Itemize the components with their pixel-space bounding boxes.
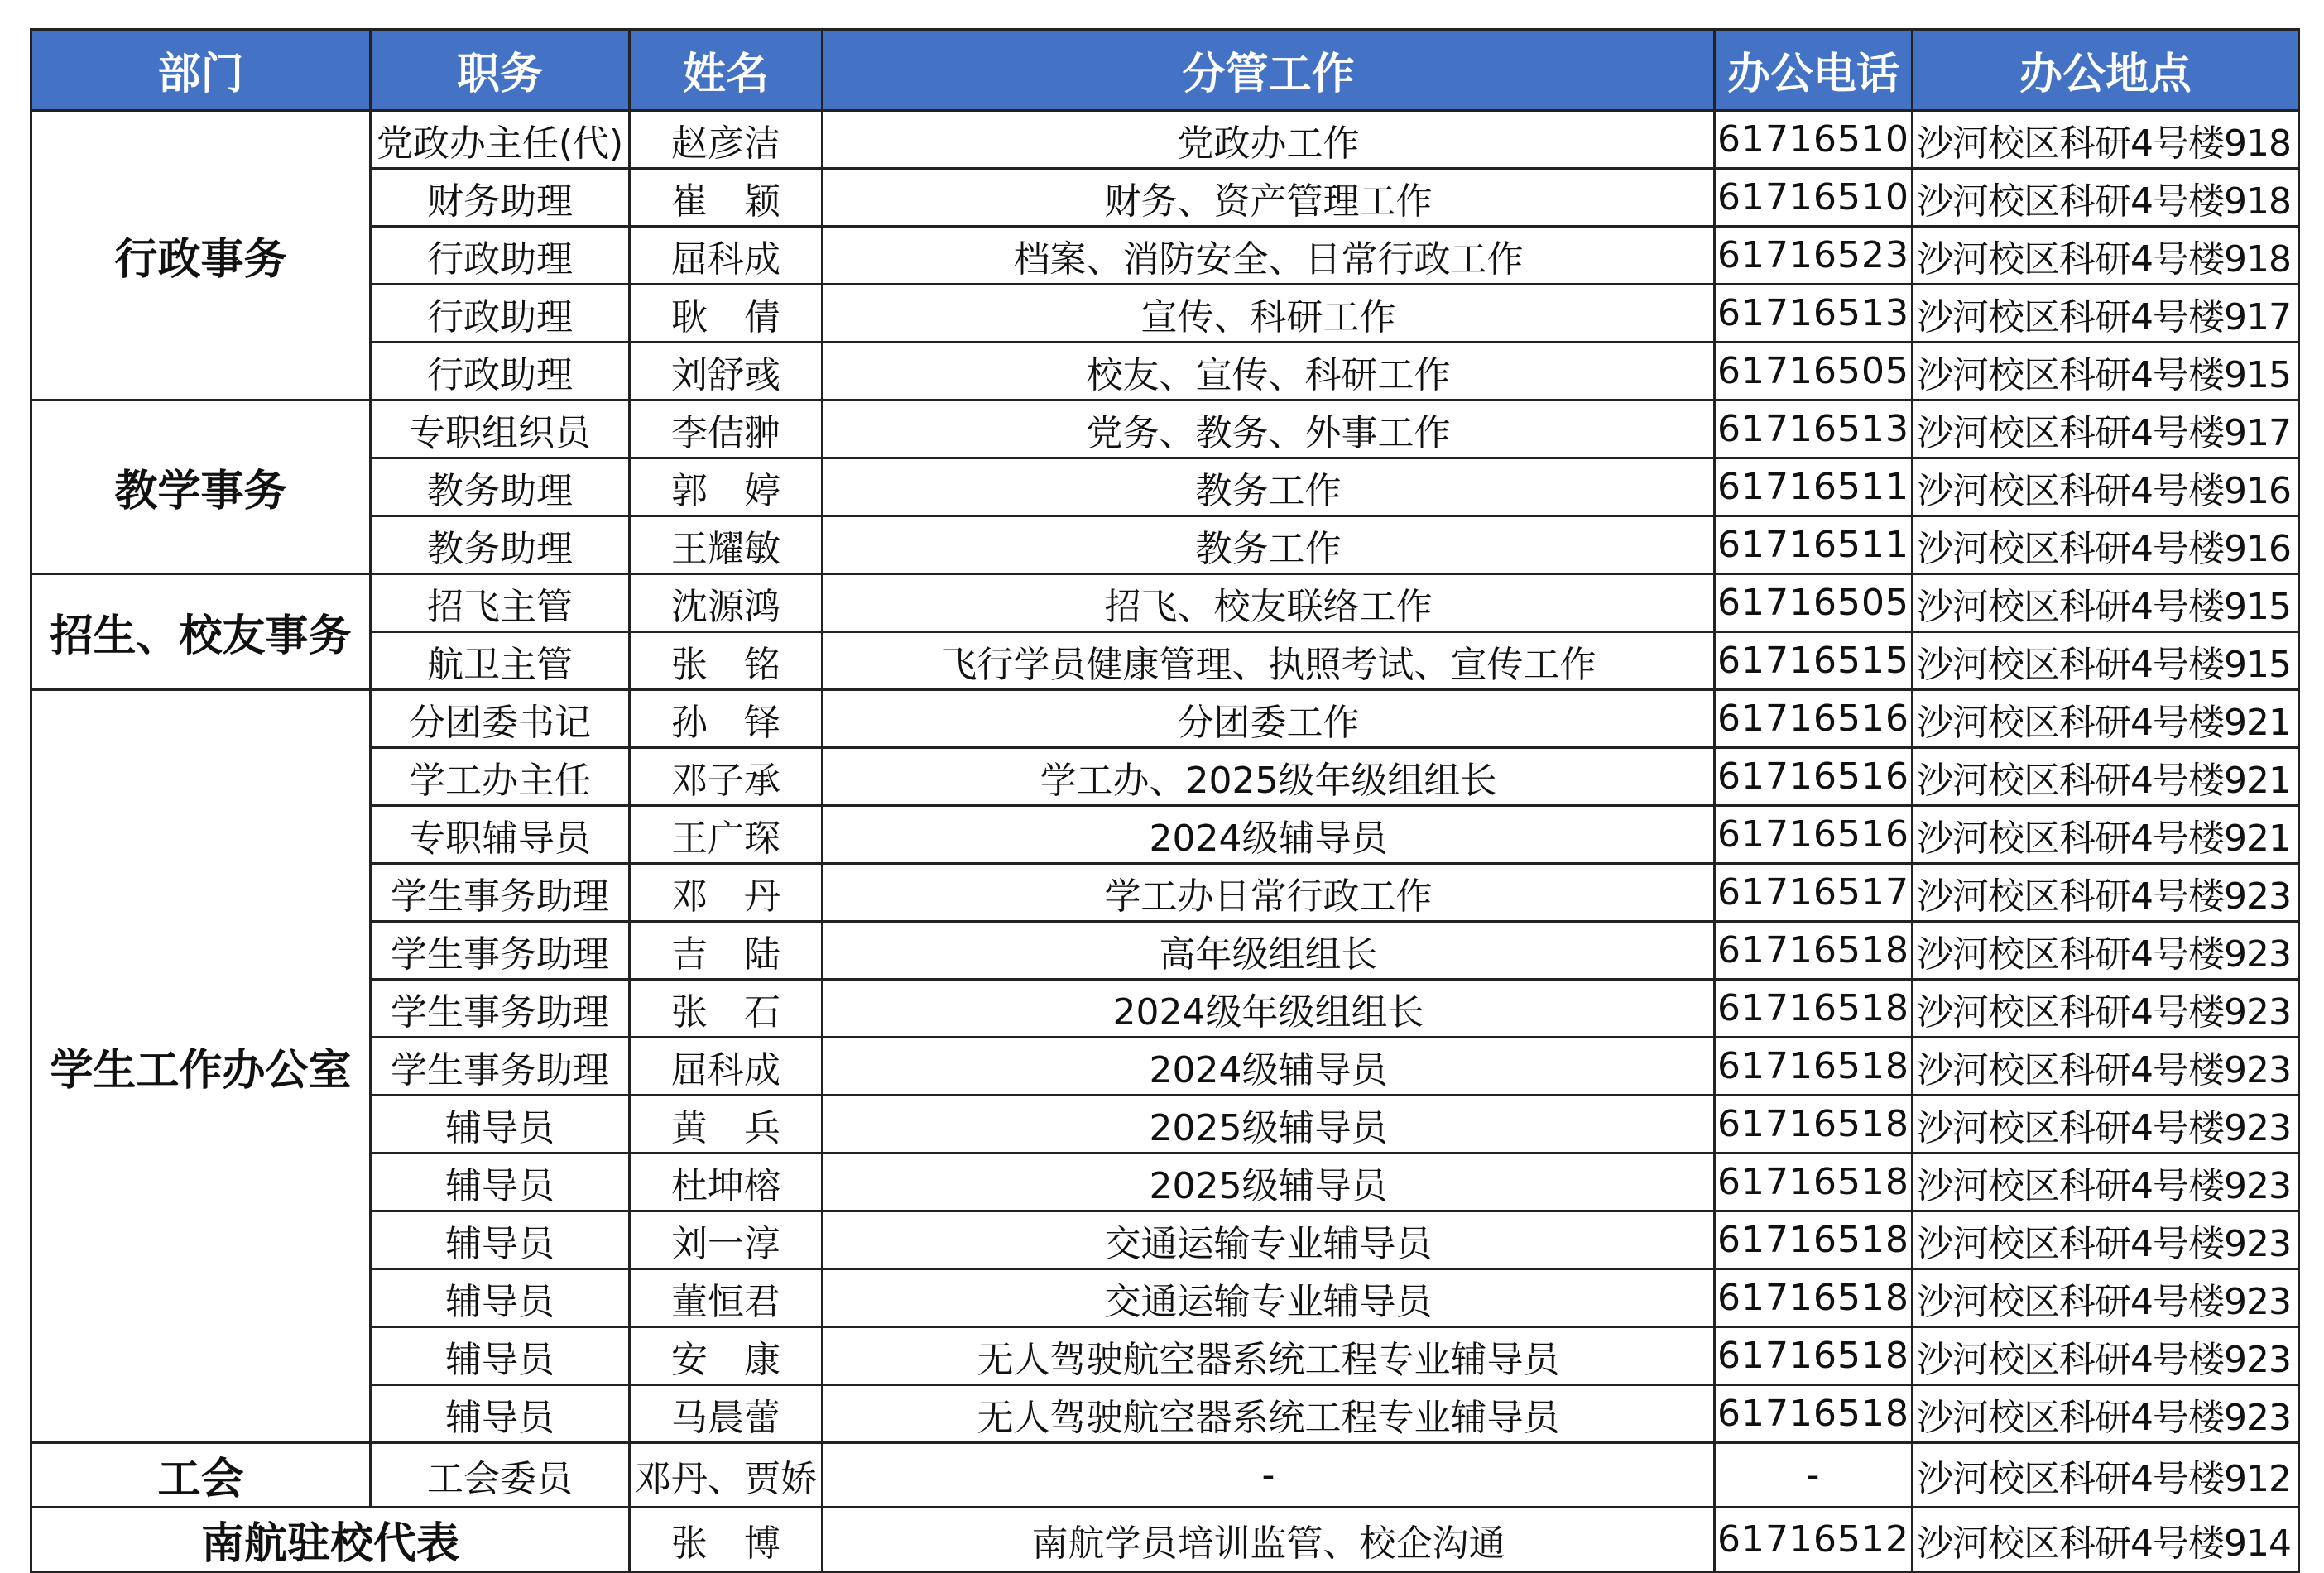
name-cell: 屈科成 [630,227,823,285]
duty-cell: 2025级辅导员 [823,1153,1715,1211]
location-cell: 沙河校区科研4号楼918 [1913,227,2299,285]
header-duty: 分管工作 [823,30,1715,111]
duty-cell: - [823,1443,1715,1508]
location-cell: 沙河校区科研4号楼917 [1913,285,2299,343]
position-cell: 学工办主任 [371,748,630,806]
duty-cell: 交通运输专业辅导员 [823,1269,1715,1327]
location-cell: 沙河校区科研4号楼918 [1913,169,2299,227]
phone-cell: 61716505 [1715,343,1913,400]
phone-cell: - [1715,1443,1913,1508]
location-cell: 沙河校区科研4号楼917 [1913,400,2299,458]
name-cell: 张 博 [630,1508,823,1572]
duty-cell: 2025级辅导员 [823,1096,1715,1153]
position-cell: 专职组织员 [371,400,630,458]
position-cell: 辅导员 [371,1269,630,1327]
position-cell: 学生事务助理 [371,1038,630,1096]
header-row [31,30,2299,111]
name-cell: 黄 兵 [630,1096,823,1153]
location-cell: 沙河校区科研4号楼916 [1913,516,2299,574]
table-row [31,980,2299,1038]
location-cell: 沙河校区科研4号楼923 [1913,1385,2299,1443]
duty-cell: 招飞、校友联络工作 [823,574,1715,632]
phone-cell: 61716513 [1715,285,1913,343]
header-department: 部门 [31,30,371,111]
table-row [31,1096,2299,1153]
phone-cell: 61716518 [1715,1269,1913,1327]
table-row [31,632,2299,690]
name-cell: 李佶翀 [630,400,823,458]
phone-cell: 61716516 [1715,748,1913,806]
position-cell: 行政助理 [371,285,630,343]
location-cell: 沙河校区科研4号楼916 [1913,458,2299,516]
phone-cell: 61716518 [1715,1327,1913,1385]
position-cell: 党政办主任(代) [371,111,630,169]
location-cell: 沙河校区科研4号楼923 [1913,922,2299,980]
table-row [31,922,2299,980]
name-cell: 王耀敏 [630,516,823,574]
location-cell: 沙河校区科研4号楼921 [1913,806,2299,864]
location-cell: 沙河校区科研4号楼923 [1913,980,2299,1038]
location-cell: 沙河校区科研4号楼914 [1913,1508,2299,1572]
location-cell: 沙河校区科研4号楼923 [1913,1096,2299,1153]
name-cell: 马晨蕾 [630,1385,823,1443]
table-row [31,1153,2299,1211]
table-row [31,343,2299,400]
position-cell: 学生事务助理 [371,922,630,980]
table-row [31,227,2299,285]
position-cell: 辅导员 [371,1096,630,1153]
table-row [31,574,2299,632]
duty-cell: 财务、资产管理工作 [823,169,1715,227]
duty-cell: 无人驾驶航空器系统工程专业辅导员 [823,1385,1715,1443]
header-position: 职务 [371,30,630,111]
table-row [31,806,2299,864]
table-row [31,1038,2299,1096]
duty-cell: 档案、消防安全、日常行政工作 [823,227,1715,285]
duty-cell: 党务、教务、外事工作 [823,400,1715,458]
table-row [31,516,2299,574]
department-cell: 工会 [31,1443,371,1508]
name-cell: 邓 丹 [630,864,823,922]
department-cell: 行政事务 [31,111,371,400]
position-cell: 辅导员 [371,1327,630,1385]
department-cell: 学生工作办公室 [31,690,371,1443]
table-row [31,285,2299,343]
duty-cell: 学工办、2025级年级组组长 [823,748,1715,806]
name-cell: 崔 颖 [630,169,823,227]
phone-cell: 61716510 [1715,169,1913,227]
staff-directory-table [30,28,2300,1573]
name-cell: 吉 陆 [630,922,823,980]
duty-cell: 教务工作 [823,516,1715,574]
name-cell: 安 康 [630,1327,823,1385]
name-cell: 邓子承 [630,748,823,806]
position-cell: 学生事务助理 [371,980,630,1038]
phone-cell: 61716512 [1715,1508,1913,1572]
location-cell: 沙河校区科研4号楼923 [1913,1327,2299,1385]
duty-cell: 党政办工作 [823,111,1715,169]
duty-cell: 校友、宣传、科研工作 [823,343,1715,400]
duty-cell: 2024级辅导员 [823,1038,1715,1096]
name-cell: 沈源鸿 [630,574,823,632]
position-cell: 学生事务助理 [371,864,630,922]
position-cell: 辅导员 [371,1385,630,1443]
table-row [31,458,2299,516]
duty-cell: 南航学员培训监管、校企沟通 [823,1508,1715,1572]
phone-cell: 61716511 [1715,516,1913,574]
position-cell: 行政助理 [371,227,630,285]
name-cell: 赵彦洁 [630,111,823,169]
phone-cell: 61716511 [1715,458,1913,516]
department-cell: 教学事务 [31,400,371,574]
duty-cell: 2024级年级组组长 [823,980,1715,1038]
position-cell: 招飞主管 [371,574,630,632]
table-row [31,1443,2299,1508]
location-cell: 沙河校区科研4号楼915 [1913,343,2299,400]
table-row [31,1385,2299,1443]
phone-cell: 61716518 [1715,922,1913,980]
table-row [31,1327,2299,1385]
location-cell: 沙河校区科研4号楼923 [1913,1038,2299,1096]
phone-cell: 61716505 [1715,574,1913,632]
name-cell: 董恒君 [630,1269,823,1327]
duty-cell: 高年级组组长 [823,922,1715,980]
phone-cell: 61716517 [1715,864,1913,922]
phone-cell: 61716518 [1715,980,1913,1038]
location-cell: 沙河校区科研4号楼921 [1913,748,2299,806]
table-body [31,111,2299,1572]
name-cell: 杜坤榕 [630,1153,823,1211]
duty-cell: 宣传、科研工作 [823,285,1715,343]
table-row [31,1211,2299,1269]
table-row [31,690,2299,748]
name-cell: 刘舒彧 [630,343,823,400]
representative-department-cell: 南航驻校代表 [31,1508,630,1572]
position-cell: 财务助理 [371,169,630,227]
location-cell: 沙河校区科研4号楼921 [1913,690,2299,748]
department-cell: 招生、校友事务 [31,574,371,690]
phone-cell: 61716523 [1715,227,1913,285]
name-cell: 屈科成 [630,1038,823,1096]
name-cell: 耿 倩 [630,285,823,343]
duty-cell: 学工办日常行政工作 [823,864,1715,922]
location-cell: 沙河校区科研4号楼915 [1913,574,2299,632]
name-cell: 孙 铎 [630,690,823,748]
name-cell: 邓丹、贾娇 [630,1443,823,1508]
phone-cell: 61716518 [1715,1038,1913,1096]
duty-cell: 教务工作 [823,458,1715,516]
table-row [31,169,2299,227]
table-row [31,400,2299,458]
table-row [31,748,2299,806]
header-location: 办公地点 [1913,30,2299,111]
duty-cell: 2024级辅导员 [823,806,1715,864]
position-cell: 教务助理 [371,458,630,516]
phone-cell: 61716515 [1715,632,1913,690]
duty-cell: 分团委工作 [823,690,1715,748]
location-cell: 沙河校区科研4号楼923 [1913,1153,2299,1211]
phone-cell: 61716516 [1715,690,1913,748]
phone-cell: 61716510 [1715,111,1913,169]
phone-cell: 61716516 [1715,806,1913,864]
table-row [31,1269,2299,1327]
header-name: 姓名 [630,30,823,111]
phone-cell: 61716518 [1715,1096,1913,1153]
phone-cell: 61716518 [1715,1211,1913,1269]
position-cell: 分团委书记 [371,690,630,748]
position-cell: 辅导员 [371,1153,630,1211]
position-cell: 工会委员 [371,1443,630,1508]
name-cell: 郭 婷 [630,458,823,516]
name-cell: 张 铭 [630,632,823,690]
position-cell: 行政助理 [371,343,630,400]
duty-cell: 交通运输专业辅导员 [823,1211,1715,1269]
location-cell: 沙河校区科研4号楼912 [1913,1443,2299,1508]
table-row [31,864,2299,922]
phone-cell: 61716518 [1715,1385,1913,1443]
position-cell: 辅导员 [371,1211,630,1269]
position-cell: 专职辅导员 [371,806,630,864]
duty-cell: 飞行学员健康管理、执照考试、宣传工作 [823,632,1715,690]
header-phone: 办公电话 [1715,30,1913,111]
table-row [31,111,2299,169]
representative-row [31,1508,2299,1572]
name-cell: 王广琛 [630,806,823,864]
location-cell: 沙河校区科研4号楼923 [1913,864,2299,922]
location-cell: 沙河校区科研4号楼918 [1913,111,2299,169]
phone-cell: 61716518 [1715,1153,1913,1211]
name-cell: 张 石 [630,980,823,1038]
duty-cell: 无人驾驶航空器系统工程专业辅导员 [823,1327,1715,1385]
phone-cell: 61716513 [1715,400,1913,458]
position-cell: 航卫主管 [371,632,630,690]
location-cell: 沙河校区科研4号楼923 [1913,1211,2299,1269]
location-cell: 沙河校区科研4号楼923 [1913,1269,2299,1327]
location-cell: 沙河校区科研4号楼915 [1913,632,2299,690]
name-cell: 刘一淳 [630,1211,823,1269]
position-cell: 教务助理 [371,516,630,574]
